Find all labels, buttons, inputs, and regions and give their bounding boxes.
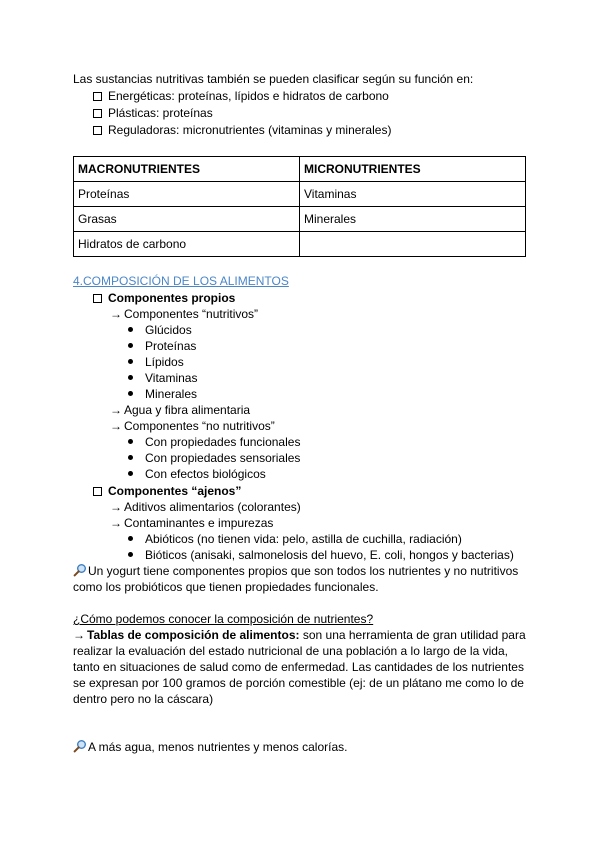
agua-note: A más agua, menos nutrientes y menos calorías. (73, 739, 347, 755)
list-item: Vitaminas (128, 370, 197, 386)
list-item: Con propiedades sensoriales (128, 450, 300, 466)
yogurt-note: Un yogurt tiene componentes propios que son todos los nutrientes y no nutritivos (73, 563, 518, 579)
arrow-icon: → (110, 419, 122, 433)
tablas-paragraph-line: dentro pero no la cáscara) (73, 692, 214, 706)
no-nutritivos-label: → Componentes “no nutritivos” (110, 419, 275, 433)
table-header-cell: MACRONUTRIENTES (74, 157, 300, 182)
intro-text: Las sustancias nutritivas también se pueden clasificar según su función en: (73, 72, 474, 86)
table-header-cell: MICRONUTRIENTES (300, 157, 526, 182)
nutrients-table (73, 156, 526, 257)
arrow-icon: → (110, 516, 122, 530)
bullet-icon (128, 552, 133, 557)
bullet-icon (128, 375, 133, 380)
tablas-label: Tablas de composición de alimentos: (87, 628, 300, 642)
table-row (74, 182, 526, 207)
intro-item: Plásticas: proteínas (93, 105, 213, 121)
propios-heading: Componentes propios (93, 290, 235, 306)
list-item: Lípidos (128, 354, 184, 370)
magnifier-icon (73, 739, 87, 753)
intro-item: Reguladoras: micronutrientes (vitaminas y minerales) (93, 122, 391, 138)
table-header-row (74, 157, 526, 182)
arrow-icon: → (110, 307, 122, 321)
checkbox-icon (93, 487, 102, 496)
magnifier-icon (73, 563, 87, 577)
agua-label: → Agua y fibra alimentaria (110, 403, 251, 417)
bullet-icon (128, 471, 133, 476)
bullet-icon (128, 439, 133, 444)
aditivos-label: → Aditivos alimentarios (colorantes) (110, 500, 301, 514)
yogurt-note-continued: como los probióticos que tienen propiedades funcionales. (73, 580, 379, 594)
list-item: Minerales (128, 386, 197, 402)
nutritivos-label: → Componentes “nutritivos” (110, 307, 259, 321)
checkbox-icon (93, 109, 102, 118)
table-row (74, 207, 526, 232)
table-cell: Hidratos de carbono (74, 232, 300, 257)
list-item: Bióticos (anisaki, salmonelosis del huevo, E. coli, hongos y bacterias) (128, 547, 514, 563)
ajenos-heading: Componentes “ajenos” (93, 483, 241, 499)
bullet-icon (128, 391, 133, 396)
tablas-paragraph-line: tanto en situaciones de salud como de enfermedad. Las cantidades de los nutrientes (73, 660, 524, 674)
bullet-icon (128, 455, 133, 460)
tablas-paragraph-line: se expresan por 100 gramos de porción comestible (ej: de un plátano me como lo de (73, 676, 524, 690)
table-cell: Minerales (300, 207, 526, 232)
composition-question: ¿Cómo podemos conocer la composición de nutrientes? (73, 612, 374, 626)
list-item: Con propiedades funcionales (128, 434, 300, 450)
tablas-paragraph-line: realizar la evaluación del estado nutricional de una población a lo largo de la vida, (73, 644, 508, 658)
arrow-icon: → (73, 628, 85, 642)
arrow-icon: → (110, 500, 122, 514)
table-cell: Grasas (74, 207, 300, 232)
list-item: Con efectos biológicos (128, 466, 266, 482)
table-cell: Vitaminas (300, 182, 526, 207)
intro-item: Energéticas: proteínas, lípidos e hidratos de carbono (93, 88, 389, 104)
bullet-icon (128, 359, 133, 364)
bullet-icon (128, 343, 133, 348)
section-title-link[interactable]: 4.COMPOSICIÓN DE LOS ALIMENTOS (73, 274, 289, 288)
bullet-icon (128, 327, 133, 332)
bullet-icon (128, 536, 133, 541)
list-item: Glúcidos (128, 322, 192, 338)
contaminantes-label: → Contaminantes e impurezas (110, 516, 274, 530)
checkbox-icon (93, 126, 102, 135)
list-item: Proteínas (128, 338, 196, 354)
table-cell: Proteínas (74, 182, 300, 207)
table-row (74, 232, 526, 257)
table-cell (300, 232, 526, 257)
tablas-paragraph-line: → Tablas de composición de alimentos: son una herramienta de gran utilidad para (73, 628, 526, 642)
checkbox-icon (93, 294, 102, 303)
list-item: Abióticos (no tienen vida: pelo, astilla de cuchilla, radiación) (128, 531, 462, 547)
checkbox-icon (93, 92, 102, 101)
arrow-icon: → (110, 403, 122, 417)
